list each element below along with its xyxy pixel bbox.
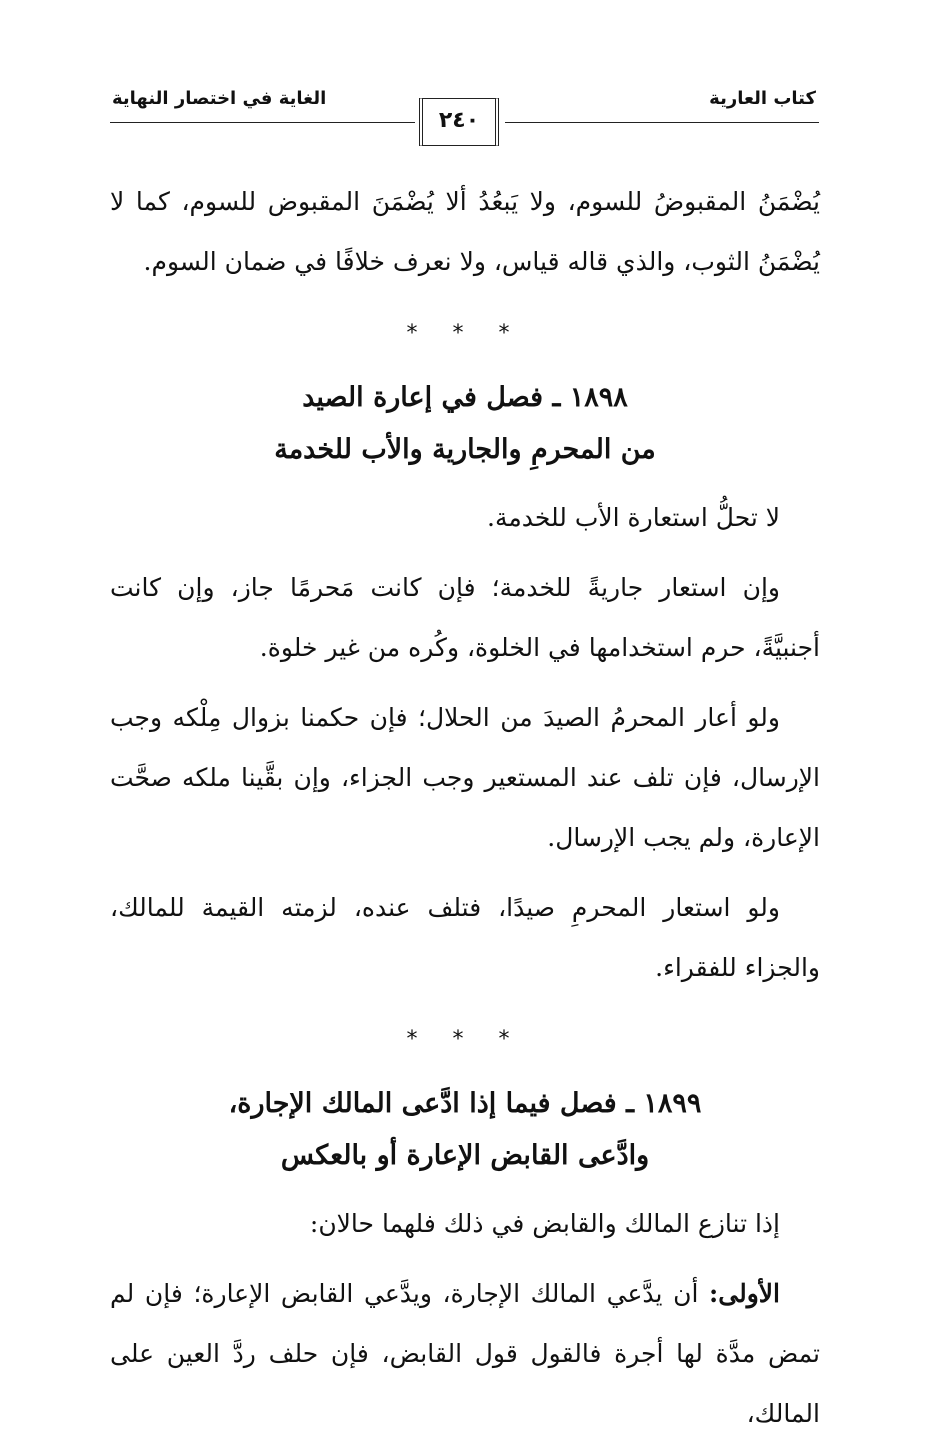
header-rule-left xyxy=(110,122,415,123)
paragraph-continuation: يُضْمَنُ المقبوضُ للسوم، ولا يَبعُدُ ألا يُضْمَنَ المقبوض للسوم، كما لا يُضْمَنُ الثوب، والذي قاله قياس، ولا نعرف خلافًا في ضمان السوم. xyxy=(110,187,820,276)
case-label: الأولى: xyxy=(709,1279,780,1308)
section-separator: * * * xyxy=(406,321,524,346)
section-separator: * * * xyxy=(406,1027,524,1052)
book-title: الغاية في اختصار النهاية xyxy=(112,88,327,109)
page-body xyxy=(110,172,820,1444)
page-number: ٢٤٠ xyxy=(419,98,499,146)
paragraph: لا تحلُّ استعارة الأب للخدمة. xyxy=(487,503,780,532)
paragraph: وإن استعار جاريةً للخدمة؛ فإن كانت مَحرمًا جاز، وإن كانت أجنبيَّةً، حرم استخدامها في الخلوة، وكُره من غير خلوة. xyxy=(110,573,820,662)
paragraph: إذا تنازع المالك والقابض في ذلك فلهما حالان: xyxy=(309,1209,780,1238)
case-text: أن يدَّعي المالك الإجارة، ويدَّعي القابض الإعارة؛ فإن لم تمض مدَّة لها أجرة فالقول قول القابض، فإن حلف ردَّ العين على المالك، xyxy=(110,1279,820,1428)
paragraph: ولو أعار المحرمُ الصيدَ من الحلال؛ فإن حكمنا بزوال مِلْكه وجب الإرسال، فإن تلف عند المستعير وجب الجزاء، وإن بقَّينا ملكه صحَّت الإعارة، ولم يجب الإرسال. xyxy=(110,703,820,852)
paragraph xyxy=(110,1264,820,1444)
section-heading-1899: ١٨٩٩ ـ فصل فيما إذا ادَّعى المالك الإجارة، xyxy=(228,1088,702,1119)
paragraph: ولو استعار المحرمِ صيدًا، فتلف عنده، لزمته القيمة للمالك، والجزاء للفقراء. xyxy=(110,893,820,982)
section-subheading-1899: وادَّعى القابض الإعارة أو بالعكس xyxy=(280,1140,650,1171)
header-rule-right xyxy=(505,122,819,123)
chapter-title: كتاب العارية xyxy=(709,88,816,109)
section-heading-1898: ١٨٩٨ ـ فصل في إعارة الصيد xyxy=(302,382,628,413)
section-subheading-1898: من المحرمِ والجارية والأب للخدمة xyxy=(274,434,656,465)
